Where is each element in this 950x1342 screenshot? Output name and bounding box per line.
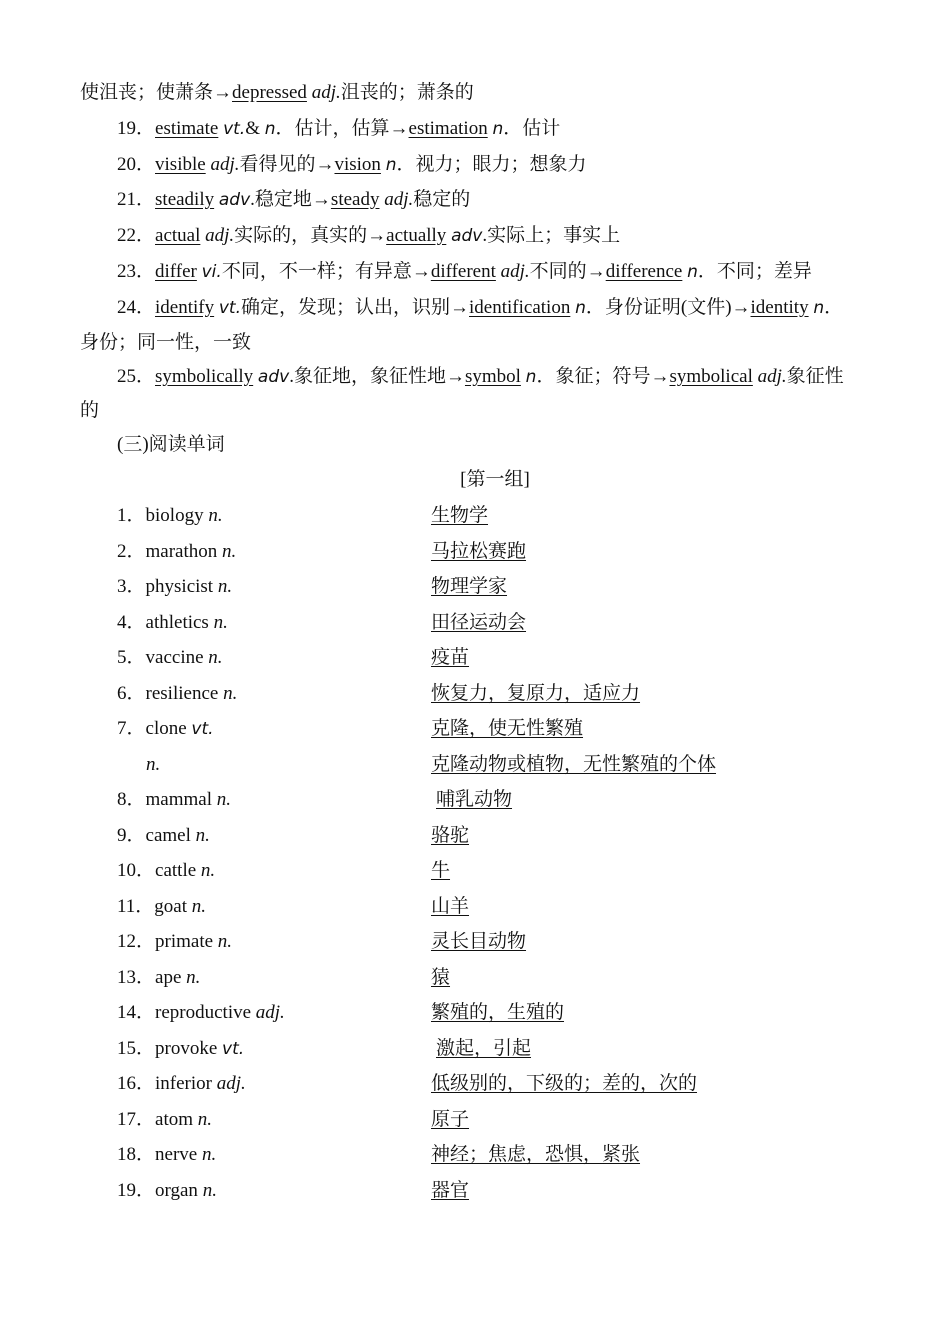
item-number: 3． [117, 576, 146, 597]
vocab-word: mammal [145, 789, 212, 810]
answer-word: symbolical [669, 366, 753, 387]
vocab-word: provoke [155, 1038, 218, 1059]
vocab-entry [117, 504, 223, 528]
derivation-item-21 [117, 188, 470, 212]
answer-word: actually [386, 225, 447, 246]
section-title: (三)阅读单词 [117, 434, 225, 455]
meaning-text: 象征性 [786, 366, 844, 387]
vocab-word: cattle [155, 860, 197, 881]
meaning-text: ．估计 [503, 118, 561, 139]
answer-word: different [430, 261, 496, 282]
item-number: 21． [117, 189, 156, 210]
item-number: 24． [117, 297, 156, 318]
item-number: 15． [117, 1038, 156, 1059]
vocab-word: athletics [145, 612, 209, 633]
vocab-entry [117, 646, 223, 670]
part-of-speech: n. [208, 647, 223, 668]
part-of-speech: adj. [216, 1073, 246, 1094]
vocab-meaning: 猿 [431, 967, 451, 988]
part-of-speech: adv [257, 367, 290, 387]
answer-word: actual [155, 225, 201, 246]
vocab-meaning: 生物学 [431, 505, 489, 526]
vocab-word: vaccine [145, 647, 204, 668]
vocab-word: atom [155, 1109, 194, 1130]
item-number: 11． [117, 896, 155, 917]
vocab-meaning: 克隆动物或植物，无性繁殖的个体 [431, 754, 717, 775]
vocab-meaning: 繁殖的，生殖的 [431, 1002, 565, 1023]
item-number: 8． [117, 789, 146, 810]
part-of-speech: n. [217, 931, 233, 952]
part-of-speech: vt. [223, 119, 246, 139]
answer-word: symbolically [155, 366, 254, 387]
meaning-text: ．视力；眼力；想象力 [396, 154, 587, 175]
part-of-speech: n. [208, 505, 223, 526]
part-of-speech: vt. [191, 719, 214, 739]
vocab-entry [117, 540, 236, 564]
derivation-item-25 [117, 365, 844, 389]
answer-word: symbol [464, 366, 521, 387]
item-number: 13． [117, 967, 156, 988]
meaning-text: ．身份证明(文件)→ [585, 297, 751, 318]
vocab-entry [117, 859, 215, 883]
meaning-text: 实际的，真实的→ [234, 225, 387, 246]
derivation-item-23 [117, 260, 812, 284]
part-of-speech: vi. [201, 262, 222, 282]
meaning-text: ． [824, 297, 844, 318]
part-of-speech: n [575, 298, 586, 318]
vocab-meaning: 马拉松赛跑 [431, 541, 527, 562]
vocab-word: reproductive [155, 1002, 252, 1023]
vocab-meaning: 骆驼 [431, 825, 470, 846]
part-of-speech: adv [451, 226, 483, 246]
vocab-entry [117, 788, 231, 812]
part-of-speech: n. [186, 967, 201, 988]
vocab-word: goat [154, 896, 188, 917]
item-number: 4． [117, 612, 146, 633]
vocab-word: inferior [155, 1073, 212, 1094]
part-of-speech: adj. [311, 82, 341, 103]
vocab-entry [117, 1072, 246, 1096]
derivation-item-25-continuation: 的 [80, 400, 100, 421]
part-of-speech: n [525, 367, 537, 387]
item-number: 19． [117, 118, 156, 139]
answer-word: identification [469, 297, 571, 318]
vocab-word: physicist [145, 576, 214, 597]
item-number: 16． [117, 1073, 156, 1094]
item-number: 12． [117, 931, 156, 952]
part-of-speech: adj. [384, 189, 414, 210]
part-of-speech: n [264, 119, 276, 139]
vocab-meaning: 克隆，使无性繁殖 [431, 718, 584, 739]
part-of-speech: vt. [222, 1039, 245, 1059]
vocab-word: primate [155, 931, 214, 952]
part-of-speech: n. [191, 896, 207, 917]
derivation-item-19 [117, 117, 560, 141]
vocab-meaning: 疫苗 [431, 647, 470, 668]
part-of-speech: n. [216, 789, 231, 810]
item-number: 18． [117, 1144, 156, 1165]
vocab-word: camel [145, 825, 191, 846]
vocab-word: marathon [145, 541, 218, 562]
vocab-entry [117, 895, 206, 919]
vocab-meaning: 灵长目动物 [431, 931, 527, 952]
item-number: 23． [117, 261, 156, 282]
meaning-text: ．估计，估算→ [275, 118, 409, 139]
answer-word: vision [334, 154, 381, 175]
part-of-speech: n. [217, 576, 233, 597]
vocab-meaning: 原子 [431, 1109, 470, 1130]
item-number: 17． [117, 1109, 156, 1130]
answer-word: steadily [155, 189, 215, 210]
answer-word: visible [155, 154, 206, 175]
part-of-speech: n [492, 119, 504, 139]
part-of-speech: n. [146, 754, 161, 775]
intro-line [80, 81, 474, 105]
answer-word: steady [330, 189, 380, 210]
item-number: 19． [117, 1180, 156, 1201]
derivation-item-22 [117, 224, 620, 248]
group-title: [第一组] [460, 469, 530, 490]
derivation-item-24 [117, 296, 843, 320]
item-number: 22． [117, 225, 156, 246]
meaning-text: ．象征；符号→ [536, 366, 670, 387]
derivation-item-24-continuation: 身份；同一性，一致 [80, 332, 252, 353]
part-of-speech: n. [200, 860, 216, 881]
vocab-meaning: 牛 [431, 860, 451, 881]
vocab-entry [117, 1001, 285, 1025]
part-of-speech: n. [222, 541, 237, 562]
item-number: 20． [117, 154, 156, 175]
item-number: 9． [117, 825, 146, 846]
vocab-entry [117, 1143, 216, 1167]
item-number: 2． [117, 541, 146, 562]
item-number: 7． [117, 718, 146, 739]
vocab-meaning: 山羊 [431, 896, 470, 917]
part-of-speech: n. [195, 825, 210, 846]
answer-word: identity [750, 297, 809, 318]
vocab-entry [117, 1037, 244, 1061]
answer-word: identify [155, 297, 215, 318]
meaning-text: 确定，发现；认出，识别→ [241, 297, 470, 318]
answer-word: difference [605, 261, 683, 282]
vocab-entry [117, 575, 232, 599]
part-of-speech: n [385, 155, 397, 175]
vocab-entry [117, 1179, 217, 1203]
vocab-word: resilience [145, 683, 219, 704]
vocab-entry [117, 717, 214, 741]
derivation-item-20 [117, 153, 586, 177]
vocab-word: organ [155, 1180, 198, 1201]
part-of-speech: n [687, 262, 698, 282]
part-of-speech: n [813, 298, 825, 318]
meaning-text: 看得见的→ [239, 154, 335, 175]
meaning-text: .实际上；事实上 [482, 225, 621, 246]
vocab-word: clone [145, 718, 187, 739]
vocab-entry [117, 824, 210, 848]
vocab-entry [117, 753, 160, 777]
vocab-meaning: 物理学家 [431, 576, 508, 597]
intro-meaning: 沮丧的；萧条的 [340, 82, 474, 103]
part-of-speech: n. [202, 1180, 217, 1201]
part-of-speech: vt. [218, 298, 242, 318]
vocab-entry [117, 682, 237, 706]
meaning-text: ．不同；差异 [697, 261, 812, 282]
part-of-speech: adj. [500, 261, 530, 282]
meaning-text: & [245, 118, 265, 139]
item-number: 14． [117, 1002, 156, 1023]
vocab-meaning: 神经；焦虑，恐惧，紧张 [431, 1144, 641, 1165]
vocab-meaning: 哺乳动物 [436, 789, 513, 810]
vocab-entry [117, 930, 232, 954]
meaning-text: 不同的→ [529, 261, 606, 282]
intro-text: 使沮丧；使萧条→ [80, 82, 233, 103]
item-number: 5． [117, 647, 146, 668]
part-of-speech: adj. [757, 366, 787, 387]
vocab-meaning: 恢复力，复原力，适应力 [431, 683, 641, 704]
item-number: 25． [117, 366, 156, 387]
item-number: 6． [117, 683, 146, 704]
meaning-text: .象征地，象征性地→ [289, 366, 465, 387]
vocab-meaning: 田径运动会 [431, 612, 527, 633]
meaning-text: 稳定的 [413, 189, 471, 210]
answer-word: estimate [155, 118, 219, 139]
vocab-word: nerve [155, 1144, 198, 1165]
answer-word: estimation [408, 118, 488, 139]
item-number: 10． [117, 860, 156, 881]
vocab-meaning: 低级别的，下级的；差的，次的 [431, 1073, 698, 1094]
meaning-text: .稳定地→ [250, 189, 331, 210]
part-of-speech: adj. [205, 225, 235, 246]
part-of-speech: n. [223, 683, 238, 704]
answer-word: differ [155, 261, 197, 282]
vocab-meaning: 激起，引起 [436, 1038, 532, 1059]
vocab-entry [117, 1108, 212, 1132]
part-of-speech: n. [197, 1109, 213, 1130]
part-of-speech: n. [201, 1144, 217, 1165]
vocab-entry [117, 611, 228, 635]
item-number: 1． [117, 505, 146, 526]
vocab-word: biology [145, 505, 204, 526]
part-of-speech: adv [218, 190, 251, 210]
vocab-entry [117, 966, 200, 990]
part-of-speech: adj. [255, 1002, 285, 1023]
meaning-text: 不同，不一样；有异意→ [221, 261, 431, 282]
part-of-speech: n. [213, 612, 228, 633]
vocab-meaning: 器官 [431, 1180, 470, 1201]
answer-word: depressed [232, 82, 307, 103]
vocab-word: ape [155, 967, 182, 988]
part-of-speech: adj. [210, 154, 240, 175]
